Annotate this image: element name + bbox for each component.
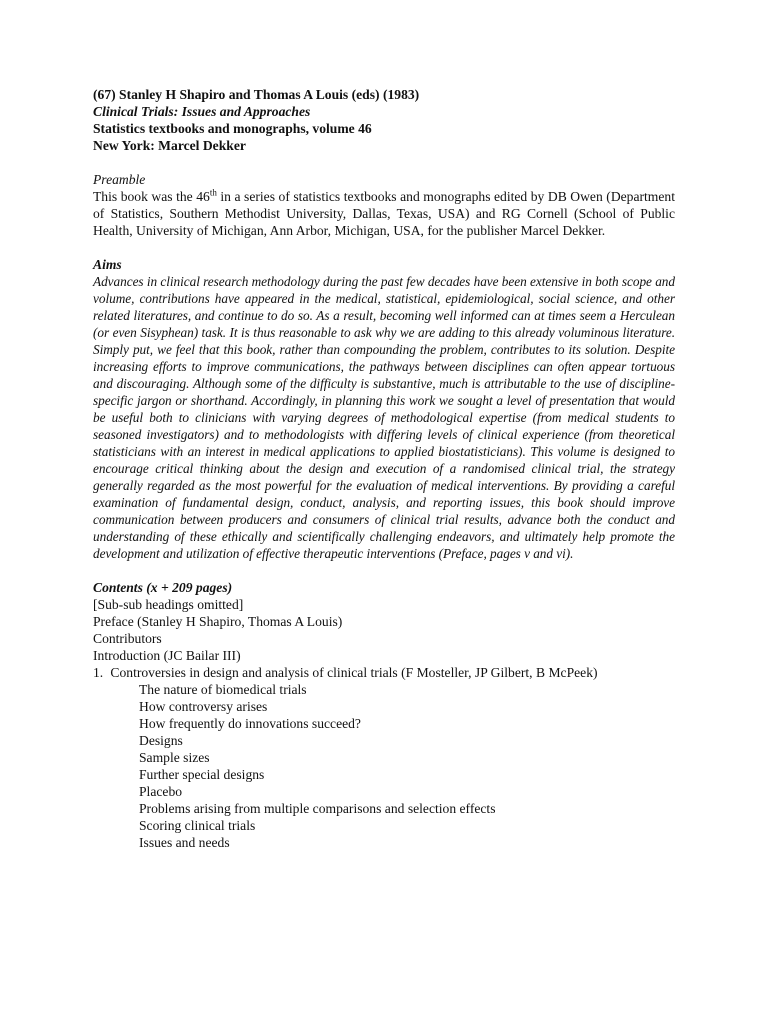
chapter-subheadings [93,681,675,851]
subheading-item: Further special designs [139,767,265,782]
publisher-line: New York: Marcel Dekker [93,138,246,153]
aims-text: Advances in clinical research methodology during the past few decades have been extensive in both scope and volume, contributions have appeared in the medical, statistical, epidemiological, social science, and other related literatures, and continue to do so. As a result, becoming well informed can at times seem a Herculean (or even Sisyphean) task. It is thus reasonable to ask why we are adding to this already voluminous literature. Simply put, we feel that this book, rather than compounding the problem, contributes to its solution. Despite increasing efforts to improve communications, the pathways between disciplines can often appear tortuous and discouraging. Although some of the difficulty is substantive, much is attributable to the use of discipline-specific jargon or shorthand. Accordingly, in planning this work we sought a level of presentation that would be useful both to clinicians with varying degrees of methodological expertise (from medical students to seasoned investigators) and to methodologists with differing levels of clinical experience (from theoretical statisticians with an interest in medical applications to applied biostatisticians). This volume is designed to encourage critical thinking about the design and execution of a randomised clinical trial, the strategy generally regarded as the most powerful for the evaluation of medical interventions. By providing a careful examination of fundamental design, conduct, analysis, and reporting issues, this book should improve communication between producers and consumers of clinical trial results, advance both the conduct and understanding of these ethically and scientifically challenging endeavors, and ultimately help promote the development and utilization of effective therapeutic interventions (Preface, pages v and vi). [93,274,675,561]
contents-entry: Contributors [93,631,162,646]
preamble-heading: Preamble [93,172,146,187]
spacer [93,154,675,171]
preamble-text-start: This book was the 46 [93,189,210,204]
aims-heading: Aims [93,257,122,272]
chapter-number: 1. [93,665,104,680]
aims-section [93,256,675,562]
subheading-item: Problems arising from multiple comparisons and selection effects [139,801,496,816]
preamble-text [93,188,675,239]
contents-entry: [Sub-sub headings omitted] [93,597,244,612]
spacer [93,562,675,579]
contents-section [93,579,675,851]
preamble-section [93,171,675,239]
citation-header [93,86,675,154]
subheading-item: Sample sizes [139,750,210,765]
chapter-title: Controversies in design and analysis of clinical trials (F Mosteller, JP Gilbert, B McPeek) [110,665,598,680]
subheading-item: How controversy arises [139,699,268,714]
subheading-item: Scoring clinical trials [139,818,256,833]
contents-entry: Preface (Stanley H Shapiro, Thomas A Louis) [93,614,343,629]
contents-entry: Introduction (JC Bailar III) [93,648,241,663]
series-line: Statistics textbooks and monographs, volume 46 [93,121,372,136]
preamble-text-end: in a series of statistics textbooks and monographs edited by DB Owen (Department of Statistics, Southern Methodist University, Dallas, Texas, USA) and RG Cornell (School of Public Health, University of Michigan, Ann Arbor, Michigan, USA, for the publisher Marcel Dekker. [93,189,675,238]
contents-heading: Contents (x + 209 pages) [93,580,233,595]
subheading-item: How frequently do innovations succeed? [139,716,361,731]
subheading-item: The nature of biomedical trials [139,682,307,697]
subheading-item: Placebo [139,784,183,799]
spacer [93,239,675,256]
subheading-item: Designs [139,733,183,748]
ordinal-suffix: th [209,187,217,198]
subheading-item: Issues and needs [139,835,230,850]
chapter-entry [93,664,643,681]
document-page [93,86,675,851]
citation-line: (67) Stanley H Shapiro and Thomas A Louis (eds) (1983) [93,87,420,102]
book-title: Clinical Trials: Issues and Approaches [93,104,311,119]
